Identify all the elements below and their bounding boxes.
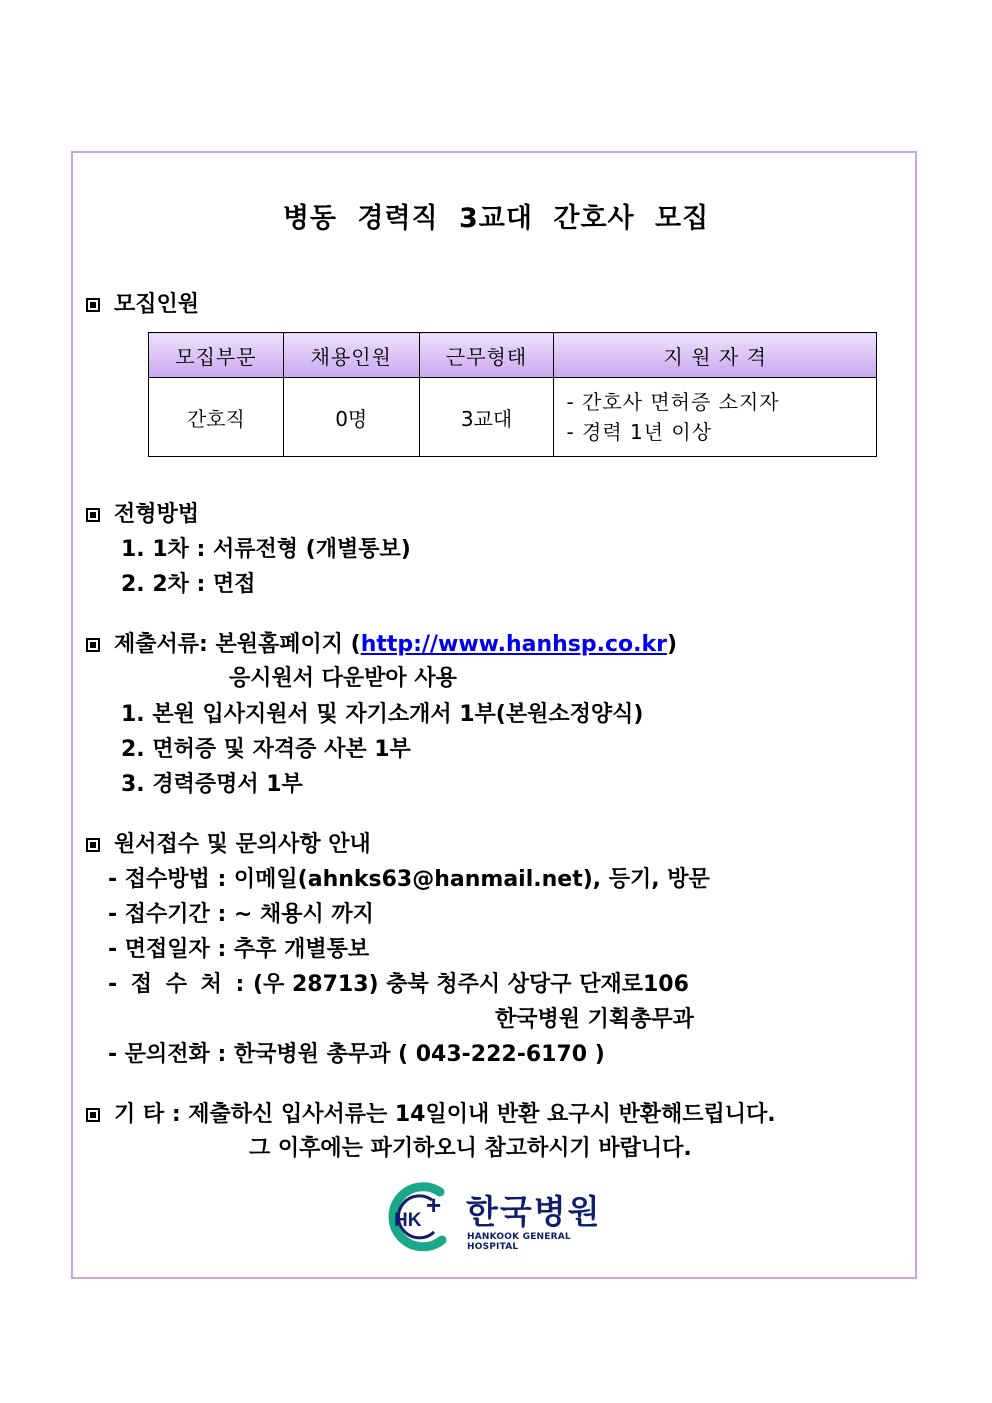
table-row bbox=[149, 378, 877, 457]
inquiry-interview: - 면접일자 : 추후 개별통보 bbox=[108, 937, 370, 962]
documents-heading-label: 제출서류: 본원홈페이지 ( bbox=[114, 632, 361, 657]
homepage-link[interactable]: http://www.hanhsp.co.kr bbox=[360, 632, 667, 657]
square-bullet-icon bbox=[86, 838, 100, 852]
section-selection-label: 전형방법 bbox=[114, 502, 200, 527]
documents-heading-suffix: ) bbox=[666, 632, 678, 657]
section-documents-heading bbox=[86, 627, 677, 658]
square-bullet-icon bbox=[86, 508, 100, 522]
inquiry-method: - 접수방법 : 이메일(ahnks63@hanmail.net), 등기, 방문 bbox=[108, 867, 710, 892]
selection-item: 2. 2차 : 면접 bbox=[121, 572, 256, 597]
documents-item: 1. 본원 입사지원서 및 자기소개서 1부(본원소정양식) bbox=[121, 702, 644, 727]
logo-name: 한국병원 bbox=[466, 1192, 602, 1231]
table-header: 지 원 자 격 bbox=[554, 333, 877, 378]
square-bullet-icon bbox=[86, 1108, 100, 1122]
hk-logo-icon bbox=[380, 1180, 464, 1255]
table-cell-qualification bbox=[554, 378, 877, 457]
selection-item: 1. 1차 : 서류전형 (개별통보) bbox=[121, 537, 411, 562]
inquiry-place-dept: 한국병원 기획총무과 bbox=[495, 1007, 694, 1032]
inquiry-phone: - 문의전화 : 한국병원 총무과 ( 043-222-6170 ) bbox=[108, 1042, 605, 1067]
section-selection-heading bbox=[86, 497, 199, 528]
hospital-logo bbox=[380, 1180, 620, 1255]
qualification-line: - 경력 1년 이상 bbox=[566, 420, 713, 444]
inquiry-period: - 접수기간 : ~ 채용시 까지 bbox=[108, 902, 374, 927]
section-inquiry-label: 원서접수 및 문의사항 안내 bbox=[114, 832, 371, 857]
qualification-line: - 간호사 면허증 소지자 bbox=[566, 390, 780, 414]
page-title: 병동 경력직 3교대 간호사 모집 bbox=[282, 203, 710, 234]
inquiry-place: (우 28713) 충북 청주시 상당구 단재로106 bbox=[253, 972, 689, 997]
documents-item: 2. 면허증 및 자격증 사본 1부 bbox=[121, 737, 411, 762]
table-cell-count: 0명 bbox=[283, 378, 419, 457]
table-cell-dept: 간호직 bbox=[149, 378, 284, 457]
table-header-row bbox=[149, 333, 877, 378]
etc-notice: 기 타 : 제출하신 입사서류는 14일이내 반환 요구시 반환해드립니다. bbox=[114, 1102, 776, 1127]
section-inquiry-heading bbox=[86, 827, 371, 858]
svg-text:HK: HK bbox=[394, 1210, 422, 1231]
recruit-table bbox=[148, 332, 877, 457]
table-header: 모집부문 bbox=[149, 333, 284, 378]
svg-text:+: + bbox=[426, 1190, 442, 1220]
section-recruit-heading bbox=[86, 287, 199, 318]
etc-notice-line2: 그 이후에는 파기하오니 참고하시기 바랍니다. bbox=[249, 1136, 692, 1161]
table-header: 채용인원 bbox=[283, 333, 419, 378]
inquiry-place-label: - 접 수 처 : bbox=[108, 972, 245, 997]
section-recruit-label: 모집인원 bbox=[114, 292, 200, 317]
table-cell-shift: 3교대 bbox=[419, 378, 554, 457]
table-header: 근무형태 bbox=[419, 333, 554, 378]
logo-subtitle: HANKOOK GENERAL HOSPITAL bbox=[467, 1232, 571, 1252]
documents-subline: 응시원서 다운받아 사용 bbox=[229, 666, 457, 691]
square-bullet-icon bbox=[86, 298, 100, 312]
section-etc-heading bbox=[86, 1097, 776, 1128]
square-bullet-icon bbox=[86, 638, 100, 652]
documents-item: 3. 경력증명서 1부 bbox=[121, 772, 303, 797]
